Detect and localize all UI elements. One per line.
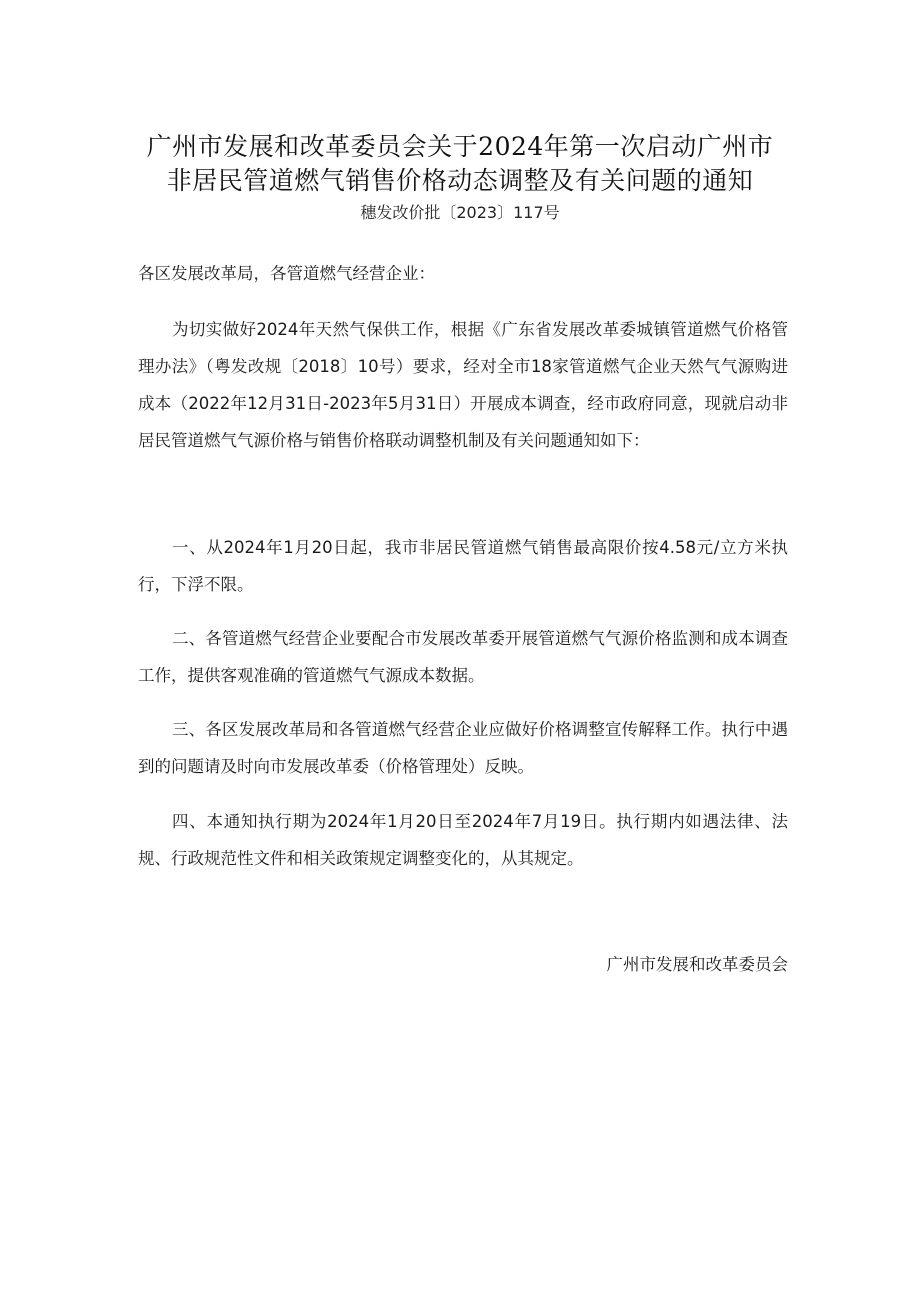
paragraph-item-4: 四、本通知执行期为2024年1月20日至2024年7月19日。执行期内如遇法律、法规、行政规范性文件和相关政策规定调整变化的，从其规定。 — [138, 812, 788, 868]
document-title-line-2: 非居民管道燃气销售价格动态调整及有关问题的通知 — [166, 166, 754, 195]
paragraph-item-2: 二、各管道燃气经营企业要配合市发展改革委开展管道燃气气源价格监测和成本调查工作，提供客观准确的管道燃气气源成本数据。 — [138, 629, 788, 685]
salutation: 各区发展改革局，各管道燃气经营企业： — [138, 264, 435, 283]
paragraph-item-1: 一、从2024年1月20日起，我市非居民管道燃气销售最高限价按4.58元/立方米执行，下浮不限。 — [138, 538, 788, 594]
issuer-signature: 广州市发展和改革委员会 — [606, 955, 788, 974]
document-title-line-1: 广州市发展和改革委员会关于2024年第一次启动广州市 — [146, 132, 774, 161]
document-header — [0, 130, 920, 224]
document-number: 穗发改价批〔2023〕117号 — [360, 203, 560, 222]
paragraph-item-3: 三、各区发展改革局和各管道燃气经营企业应做好价格调整宣传解释工作。执行中遇到的问题请及时向市发展改革委（价格管理处）反映。 — [138, 720, 788, 776]
paragraph-intro: 为切实做好2024年天然气保供工作，根据《广东省发展改革委城镇管道燃气价格管理办法》（粤发改规〔2018〕10号）要求，经对全市18家管道燃气企业天然气气源购进成本（2022年12月31日-2023年5月31日）开展成本调查，经市政府同意，现就启动非居民管道燃气气源价格与销售价格联动调整机制及有关问题通知如下： — [138, 320, 788, 450]
